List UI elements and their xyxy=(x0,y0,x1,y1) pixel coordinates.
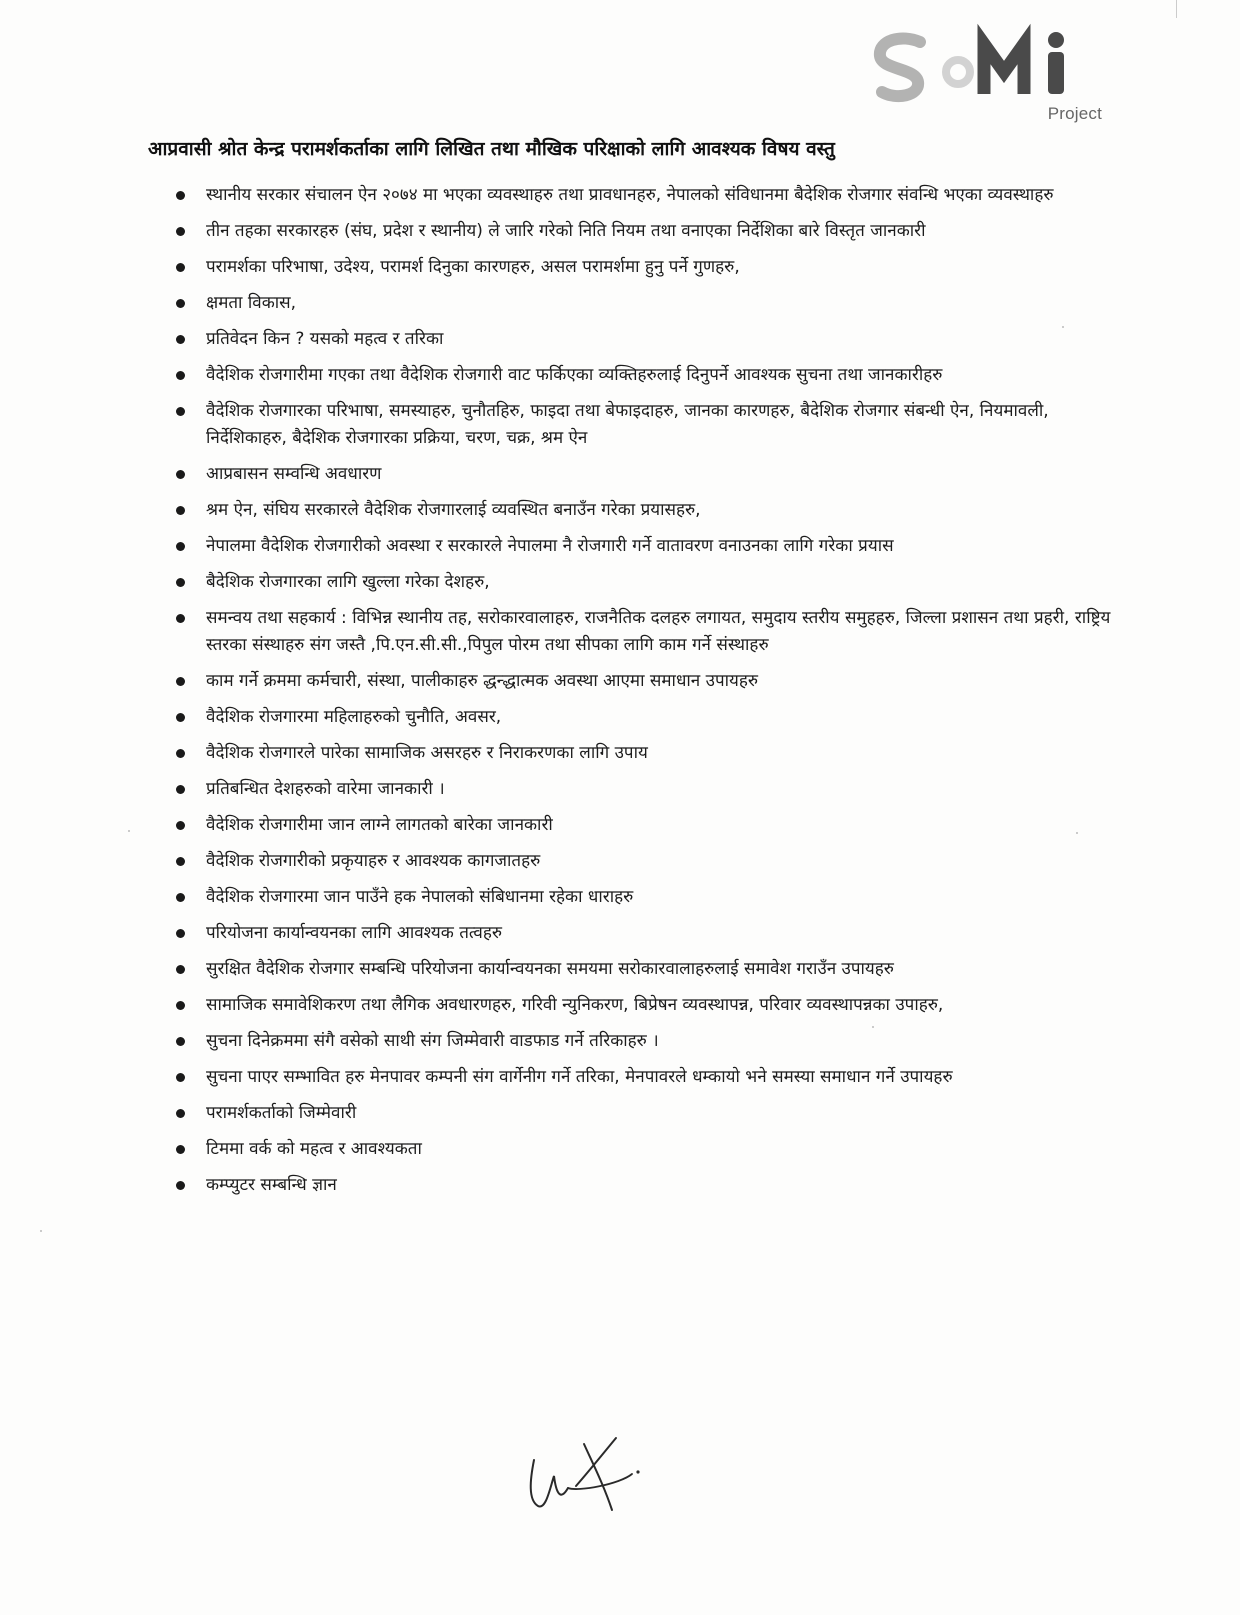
bullet-icon xyxy=(176,1145,185,1154)
bullet-icon xyxy=(176,857,185,866)
list-item xyxy=(172,461,1112,488)
list-item xyxy=(172,848,1112,875)
sami-logo xyxy=(872,20,1112,128)
list-item-text: वैदेशिक रोजगारमा जान पाउँने हक नेपालको संबिधानमा रहेका धाराहरु xyxy=(206,887,634,907)
list-item-text: काम गर्ने क्रममा कर्मचारी, संस्था, पालीकाहरु द्धन्द्धात्मक अवस्था आएमा समाधान उपायहरु xyxy=(206,671,759,691)
person-figure-icon xyxy=(1048,32,1064,94)
list-item xyxy=(172,398,1112,452)
list-item-text: प्रतिवेदन किन ? यसको महत्व र तरिका xyxy=(206,329,444,349)
list-item-text: वैदेशिक रोजगारमा महिलाहरुको चुनौति, अवसर, xyxy=(206,707,502,727)
list-item xyxy=(172,569,1112,596)
list-item-text: सुचना दिनेक्रममा संगै वसेको साथी संग जिम्मेवारी वाडफाड गर्ने तरिकाहरु । xyxy=(206,1031,659,1051)
bullet-icon xyxy=(176,227,185,236)
bullet-icon xyxy=(176,893,185,902)
list-item-text: सुरक्षित वैदेशिक रोजगार सम्बन्धि परियोजना कार्यान्वयनका समयमा सरोकारवालाहरुलाई समावेश गराउँन उपायहरु xyxy=(206,959,894,979)
list-item xyxy=(172,1136,1112,1163)
list-item-text: प्रतिबन्धित देशहरुको वारेमा जानकारी । xyxy=(206,779,445,799)
list-item xyxy=(172,1100,1112,1127)
bullet-icon xyxy=(176,407,185,416)
bullet-icon xyxy=(176,677,185,686)
list-item xyxy=(172,992,1112,1019)
list-item-text: परामर्शका परिभाषा, उदेश्य, परामर्श दिनुका कारणहरु, असल परामर्शमा हुनु पर्ने गुणहरु, xyxy=(206,257,740,277)
list-item-text: समन्वय तथा सहकार्य : विभिन्न स्थानीय तह, सरोकारवालाहरु, राजनैतिक दलहरु लगायत, समुदाय स्तरीय समुहहरु, जिल्ला प्रशासन तथा प्रहरी, राष्ट्रिय स्तरका संस्थाहरु संग जस्तै ,पि.एन.सी.सी.,पिपुल पोरम तथा सीपका लागि काम गर्ने संस्थाहरु xyxy=(206,608,1111,655)
bullet-icon xyxy=(176,713,185,722)
list-item-text: वैदेशिक रोजगारीको प्रकृयाहरु र आवश्यक कागजातहरु xyxy=(206,851,541,871)
bullet-icon xyxy=(176,929,185,938)
list-item-text: वैदेशिक रोजगारीमा जान लाग्ने लागतको बारेका जानकारी xyxy=(206,815,553,835)
bullet-icon xyxy=(176,1001,185,1010)
list-item-text: क्षमता विकास, xyxy=(206,293,297,313)
list-item-text: टिममा वर्क को महत्व र आवश्यकता xyxy=(206,1139,422,1159)
list-item xyxy=(172,254,1112,281)
list-item xyxy=(172,740,1112,767)
bullet-icon xyxy=(176,506,185,515)
bullet-icon xyxy=(176,785,185,794)
list-item-text: स्थानीय सरकार संचालन ऐन २०७४ मा भएका व्यवस्थाहरु तथा प्रावधानहरु, नेपालको संविधानमा बैदेशिक रोजगार संवन्धि भएका व्यवस्थाहरु xyxy=(206,185,1054,205)
list-item-text: परामर्शकर्ताको जिम्मेवारी xyxy=(206,1103,357,1123)
list-item xyxy=(172,920,1112,947)
list-item-text: श्रम ऐन, संघिय सरकारले वैदेशिक रोजगारलाई व्यवस्थित बनाउँन गरेका प्रयासहरु, xyxy=(206,500,701,520)
list-item-text: वैदेशिक रोजगारीमा गएका तथा वैदेशिक रोजगारी वाट फर्किएका व्यक्तिहरुलाई दिनुपर्ने आवश्यक सुचना तथा जानकारीहरु xyxy=(206,365,943,385)
scan-speck xyxy=(40,1230,42,1232)
scan-speck xyxy=(128,830,130,832)
bullet-icon xyxy=(176,749,185,758)
list-item-text: आप्रबासन सम्वन्धि अवधारण xyxy=(206,464,382,484)
bullet-icon xyxy=(176,371,185,380)
list-item xyxy=(172,1028,1112,1055)
list-item-text: कम्प्युटर सम्बन्धि ज्ञान xyxy=(206,1175,337,1195)
list-item xyxy=(172,362,1112,389)
list-item xyxy=(172,218,1112,245)
bullet-icon xyxy=(176,1181,185,1190)
list-item xyxy=(172,704,1112,731)
list-item-text: परियोजना कार्यान्वयनका लागि आवश्यक तत्वहरु xyxy=(206,923,503,943)
list-item xyxy=(172,776,1112,803)
list-item-text: वैदेशिक रोजगारका परिभाषा, समस्याहरु, चुनौतहिरु, फाइदा तथा बेफाइदाहरु, जानका कारणहरु, बैदेशिक रोजगार संबन्धी ऐन, नियमावली, निर्देशिकाहरु, बैदेशिक रोजगारका प्रक्रिया, चरण, चक्र, श्रम ऐन xyxy=(206,401,1049,448)
bullet-icon xyxy=(176,1037,185,1046)
list-item xyxy=(172,605,1112,659)
list-item-text: तीन तहका सरकारहरु (संघ, प्रदेश र स्थानीय) ले जारि गरेको निति नियम तथा वनाएका निर्देशिका बारे विस्तृत जानकारी xyxy=(206,221,926,241)
list-item xyxy=(172,884,1112,911)
scan-speck xyxy=(1076,832,1078,834)
list-item xyxy=(172,182,1112,209)
list-item-text: बैदेशिक रोजगारका लागि खुल्ला गरेका देशहरु, xyxy=(206,572,490,592)
bullet-icon xyxy=(176,1109,185,1118)
list-item xyxy=(172,668,1112,695)
bullet-icon xyxy=(176,542,185,551)
list-item-text: सामाजिक समावेशिकरण तथा लैगिक अवधारणहरु, गरिवी न्युनिकरण, बिप्रेषन व्यवस्थापन्न, परिवार व्यवस्थापन्नका उपाहरु, xyxy=(206,995,944,1015)
topic-list xyxy=(172,182,1112,1208)
list-item-text: वैदेशिक रोजगारले पारेका सामाजिक असरहरु र निराकरणका लागि उपाय xyxy=(206,743,648,763)
bullet-icon xyxy=(176,263,185,272)
list-item xyxy=(172,956,1112,983)
list-item xyxy=(172,1172,1112,1199)
list-item xyxy=(172,812,1112,839)
list-item xyxy=(172,1064,1112,1091)
bullet-icon xyxy=(176,299,185,308)
bullet-icon xyxy=(176,335,185,344)
bullet-icon xyxy=(176,578,185,587)
bullet-icon xyxy=(176,470,185,479)
list-item-text: नेपालमा वैदेशिक रोजगारीको अवस्था र सरकारले नेपालमा नै रोजगारी गर्ने वातावरण वनाउनका लागि गरेका प्रयास xyxy=(206,536,894,556)
list-item xyxy=(172,497,1112,524)
scan-speck xyxy=(872,1026,874,1028)
signature xyxy=(520,1430,650,1520)
document-title: आप्रवासी श्रोत केन्द्र परामर्शकर्ताका लागि लिखित तथा मौखिक परिक्षाको लागि आवश्यक विषय वस्तु xyxy=(148,138,835,160)
list-item xyxy=(172,533,1112,560)
scan-edge-mark xyxy=(1176,0,1177,18)
bullet-icon xyxy=(176,614,185,623)
bullet-icon xyxy=(176,1073,185,1082)
bullet-icon xyxy=(176,191,185,200)
bullet-icon xyxy=(176,821,185,830)
list-item-text: सुचना पाएर सम्भावित हरु मेनपावर कम्पनी संग वार्गेनीग गर्ने तरिका, मेनपावरले धम्कायो भने समस्या समाधान गर्ने उपायहरु xyxy=(206,1067,953,1087)
scan-speck xyxy=(1062,326,1064,328)
list-item xyxy=(172,326,1112,353)
logo-caption: Project xyxy=(1047,104,1102,123)
bullet-icon xyxy=(176,965,185,974)
list-item xyxy=(172,290,1112,317)
